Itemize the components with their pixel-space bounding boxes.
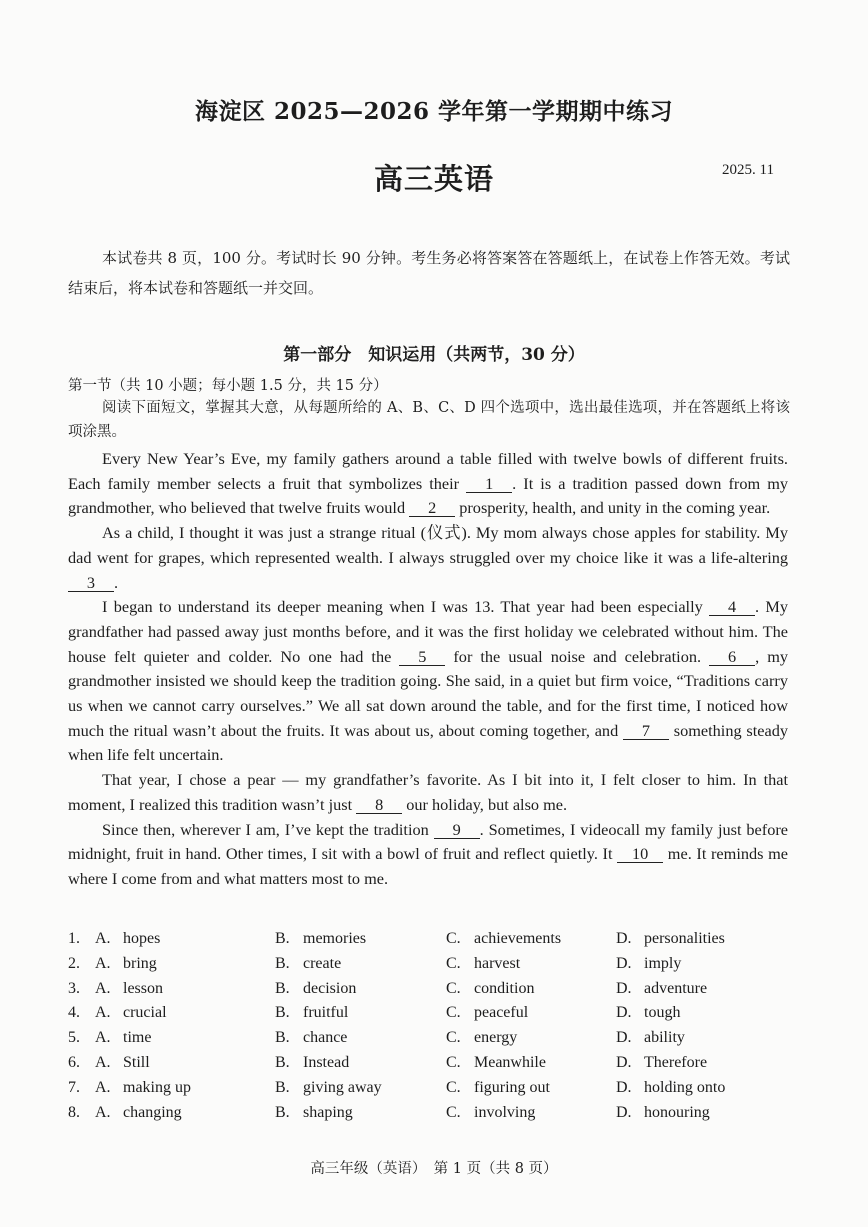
option-text: Still bbox=[123, 1053, 150, 1071]
option-a bbox=[95, 1104, 182, 1122]
option-c bbox=[446, 980, 534, 998]
question-number: 4. bbox=[68, 1004, 80, 1022]
option-text: time bbox=[123, 1029, 152, 1047]
exam-instructions: 本试卷共 8 页，100 分。考试时长 90 分钟。考生务必将答案答在答题纸上，在试卷上作答无效。考试结束后，将本试卷和答题纸一并交回。 bbox=[68, 249, 790, 297]
option-letter: A. bbox=[95, 979, 111, 997]
option-row bbox=[68, 1029, 788, 1054]
question-number: 2. bbox=[68, 954, 80, 972]
option-text: create bbox=[303, 954, 342, 972]
option-letter: B. bbox=[275, 1029, 290, 1047]
option-a bbox=[95, 980, 163, 998]
option-text: Meanwhile bbox=[474, 1053, 546, 1071]
option-letter: C. bbox=[446, 954, 461, 972]
cloze-blank: 9 bbox=[434, 821, 480, 839]
option-text: shaping bbox=[303, 1103, 353, 1121]
option-d bbox=[616, 1004, 680, 1022]
cloze-blank: 5 bbox=[399, 648, 445, 666]
option-letter: C. bbox=[446, 1004, 461, 1022]
section-directions: 阅读下面短文，掌握其大意，从每题所给的 A、B、C、D 四个选项中，选出最佳选项，并在答题纸上将该项涂黑。 bbox=[68, 400, 790, 440]
option-letter: A. bbox=[95, 1029, 111, 1047]
option-text: memories bbox=[303, 930, 367, 947]
cloze-blank: 8 bbox=[356, 796, 402, 814]
question-number: 6. bbox=[68, 1053, 80, 1071]
option-letter: D. bbox=[616, 954, 632, 972]
part-heading: 第一部分 知识运用（共两节，30 分） bbox=[283, 345, 585, 365]
option-c bbox=[446, 1054, 546, 1072]
passage-text: for the usual noise and celebration. bbox=[445, 646, 710, 666]
option-a bbox=[95, 1054, 150, 1072]
subject-title: 高三英语 bbox=[373, 162, 494, 196]
option-letter: C. bbox=[446, 930, 461, 947]
option-text: Therefore bbox=[644, 1053, 708, 1071]
option-letter: D. bbox=[616, 979, 632, 997]
option-letter: B. bbox=[275, 1004, 290, 1022]
option-d bbox=[616, 955, 681, 973]
option-letter: C. bbox=[446, 1103, 461, 1121]
option-text: Instead bbox=[303, 1053, 350, 1071]
option-text: bring bbox=[123, 954, 157, 972]
option-d bbox=[616, 980, 707, 998]
option-text: chance bbox=[303, 1029, 348, 1047]
option-c bbox=[446, 955, 520, 973]
question-number: 8. bbox=[68, 1103, 80, 1121]
option-row bbox=[68, 930, 788, 955]
question-number: 3. bbox=[68, 979, 80, 997]
option-letter: A. bbox=[95, 1078, 111, 1096]
option-c bbox=[446, 1004, 528, 1022]
passage-text: I began to understand its deeper meaning when I was 13. That year had been especially bbox=[102, 597, 710, 617]
passage-paragraph bbox=[68, 768, 788, 817]
cloze-blank: 6 bbox=[709, 648, 755, 666]
cloze-blank: 1 bbox=[466, 475, 512, 493]
question-number: 5. bbox=[68, 1029, 80, 1047]
option-letter: A. bbox=[95, 1004, 111, 1022]
passage-text: me. It reminds me where I come from and what matters most to me. bbox=[68, 844, 789, 888]
passage-text: As a child, I thought it was just a strange ritual (仪式). My mom always chose apples for stability. My dad went for grapes, which represented wealth. I always struggled over my choice like it was a life-altering bbox=[68, 523, 788, 567]
option-letter: C. bbox=[446, 1053, 461, 1071]
passage-text: something steady when life felt uncertain. bbox=[68, 720, 788, 765]
option-text: involving bbox=[474, 1103, 536, 1121]
option-b bbox=[275, 1079, 382, 1097]
option-b bbox=[275, 1104, 353, 1122]
passage-paragraph bbox=[68, 818, 788, 892]
option-row bbox=[68, 1004, 788, 1029]
option-text: ability bbox=[644, 1029, 685, 1047]
option-letter: C. bbox=[446, 979, 461, 997]
option-text: honouring bbox=[644, 1103, 710, 1121]
passage-text: our holiday, but also me. bbox=[402, 794, 568, 814]
option-a bbox=[95, 955, 157, 973]
passage-text: . Sometimes, I videocall my family just before midnight, fruit in hand. Other times, I sit with a bowl of fruit and reflect quietly. It bbox=[68, 819, 788, 864]
option-text: making up bbox=[123, 1078, 191, 1096]
option-a bbox=[95, 1079, 191, 1097]
option-letter: A. bbox=[95, 1103, 111, 1121]
option-text: decision bbox=[303, 979, 357, 997]
passage-paragraph bbox=[68, 595, 788, 768]
option-text: figuring out bbox=[474, 1078, 550, 1096]
cloze-blank: 10 bbox=[617, 845, 663, 863]
exam-title: 海淀区 2025—2026 学年第一学期期中练习 bbox=[194, 98, 674, 125]
option-letter: B. bbox=[275, 930, 290, 947]
option-c bbox=[446, 1104, 535, 1122]
option-a bbox=[95, 1029, 151, 1047]
passage-text: That year, I chose a pear — my grandfather’s favorite. As I bit into it, I felt closer to him. In that moment, I realized this tradition wasn’t just bbox=[68, 770, 788, 814]
option-letter: D. bbox=[616, 1004, 632, 1022]
option-letter: A. bbox=[95, 954, 111, 972]
option-text: harvest bbox=[474, 954, 521, 972]
page-footer: 高三年级（英语） 第 1 页（共 8 页） bbox=[310, 1161, 558, 1177]
option-c bbox=[446, 930, 561, 948]
option-letter: B. bbox=[275, 1078, 290, 1096]
option-letter: C. bbox=[446, 1078, 461, 1096]
option-text: lesson bbox=[123, 979, 163, 997]
option-row bbox=[68, 955, 788, 980]
option-d bbox=[616, 1079, 725, 1097]
cloze-blank: 4 bbox=[709, 598, 755, 616]
option-row bbox=[68, 1079, 788, 1104]
option-text: imply bbox=[644, 954, 682, 972]
option-letter: D. bbox=[616, 1103, 632, 1121]
option-b bbox=[275, 930, 366, 948]
option-d bbox=[616, 1029, 685, 1047]
option-letter: A. bbox=[95, 1053, 111, 1071]
cloze-blank: 7 bbox=[623, 722, 669, 740]
option-text: giving away bbox=[303, 1078, 382, 1096]
passage-paragraph bbox=[68, 521, 788, 595]
option-text: hopes bbox=[123, 930, 161, 947]
exam-date: 2025. 11 bbox=[722, 162, 774, 178]
option-text: crucial bbox=[123, 1004, 167, 1022]
option-b bbox=[275, 1029, 347, 1047]
cloze-passage bbox=[68, 447, 788, 892]
option-row bbox=[68, 1054, 788, 1079]
option-text: peaceful bbox=[474, 1004, 529, 1022]
passage-text: , my grandmother insisted we should keep the tradition going. She said, in a quiet but firm voice, “Traditions carry us when we cannot carry ourselves.” We all sat down around the table, and for the first time, I noticed how much the ritual wasn’t about the fruits. It was about us, about coming together, and bbox=[68, 646, 789, 740]
option-a bbox=[95, 930, 160, 948]
option-letter: C. bbox=[446, 1029, 461, 1047]
option-d bbox=[616, 1104, 710, 1122]
passage-text: prosperity, health, and unity in the coming year. bbox=[455, 498, 771, 518]
option-letter: D. bbox=[616, 1053, 632, 1071]
option-text: adventure bbox=[644, 979, 708, 997]
option-c bbox=[446, 1029, 517, 1047]
option-letter: B. bbox=[275, 979, 290, 997]
option-b bbox=[275, 1054, 349, 1072]
section-label: 第一节（共 10 小题；每小题 1.5 分，共 15 分） bbox=[68, 378, 388, 394]
option-letter: D. bbox=[616, 930, 632, 947]
option-text: holding onto bbox=[644, 1078, 726, 1096]
passage-text: . It is a tradition passed down from my grandmother, who believed that twelve fruits would bbox=[68, 473, 788, 518]
question-number: 1. bbox=[68, 930, 80, 947]
option-d bbox=[616, 930, 725, 948]
option-text: fruitful bbox=[303, 1004, 349, 1022]
option-b bbox=[275, 1004, 348, 1022]
option-letter: D. bbox=[616, 1078, 632, 1096]
option-letter: A. bbox=[95, 930, 111, 947]
option-b bbox=[275, 955, 341, 973]
passage-text: . bbox=[114, 572, 119, 592]
passage-text: Since then, wherever I am, I’ve kept the tradition bbox=[102, 819, 434, 839]
passage-text: . My grandfather had passed away just months before, and it was the first holiday we celebrated without him. The house felt quieter and colder. No one had the bbox=[68, 597, 788, 666]
option-d bbox=[616, 1054, 707, 1072]
option-letter: D. bbox=[616, 1029, 632, 1047]
option-text: personalities bbox=[644, 930, 725, 947]
option-text: condition bbox=[474, 979, 535, 997]
answer-options bbox=[68, 930, 788, 1128]
cloze-blank: 2 bbox=[409, 499, 455, 517]
cloze-blank: 3 bbox=[68, 574, 114, 592]
passage-paragraph bbox=[68, 447, 788, 521]
option-text: tough bbox=[644, 1004, 681, 1022]
option-a bbox=[95, 1004, 167, 1022]
option-letter: B. bbox=[275, 1053, 290, 1071]
passage-text: Every New Year’s Eve, my family gathers around a table filled with twelve bowls of different fruits. Each family member selects a fruit that symbolizes their bbox=[68, 449, 788, 493]
question-number: 7. bbox=[68, 1078, 80, 1096]
option-text: changing bbox=[123, 1103, 182, 1121]
option-letter: B. bbox=[275, 1103, 290, 1121]
option-row bbox=[68, 980, 788, 1005]
option-text: energy bbox=[474, 1029, 518, 1047]
option-letter: B. bbox=[275, 954, 290, 972]
option-b bbox=[275, 980, 356, 998]
option-row bbox=[68, 1104, 788, 1129]
option-c bbox=[446, 1079, 550, 1097]
option-text: achievements bbox=[474, 930, 562, 947]
